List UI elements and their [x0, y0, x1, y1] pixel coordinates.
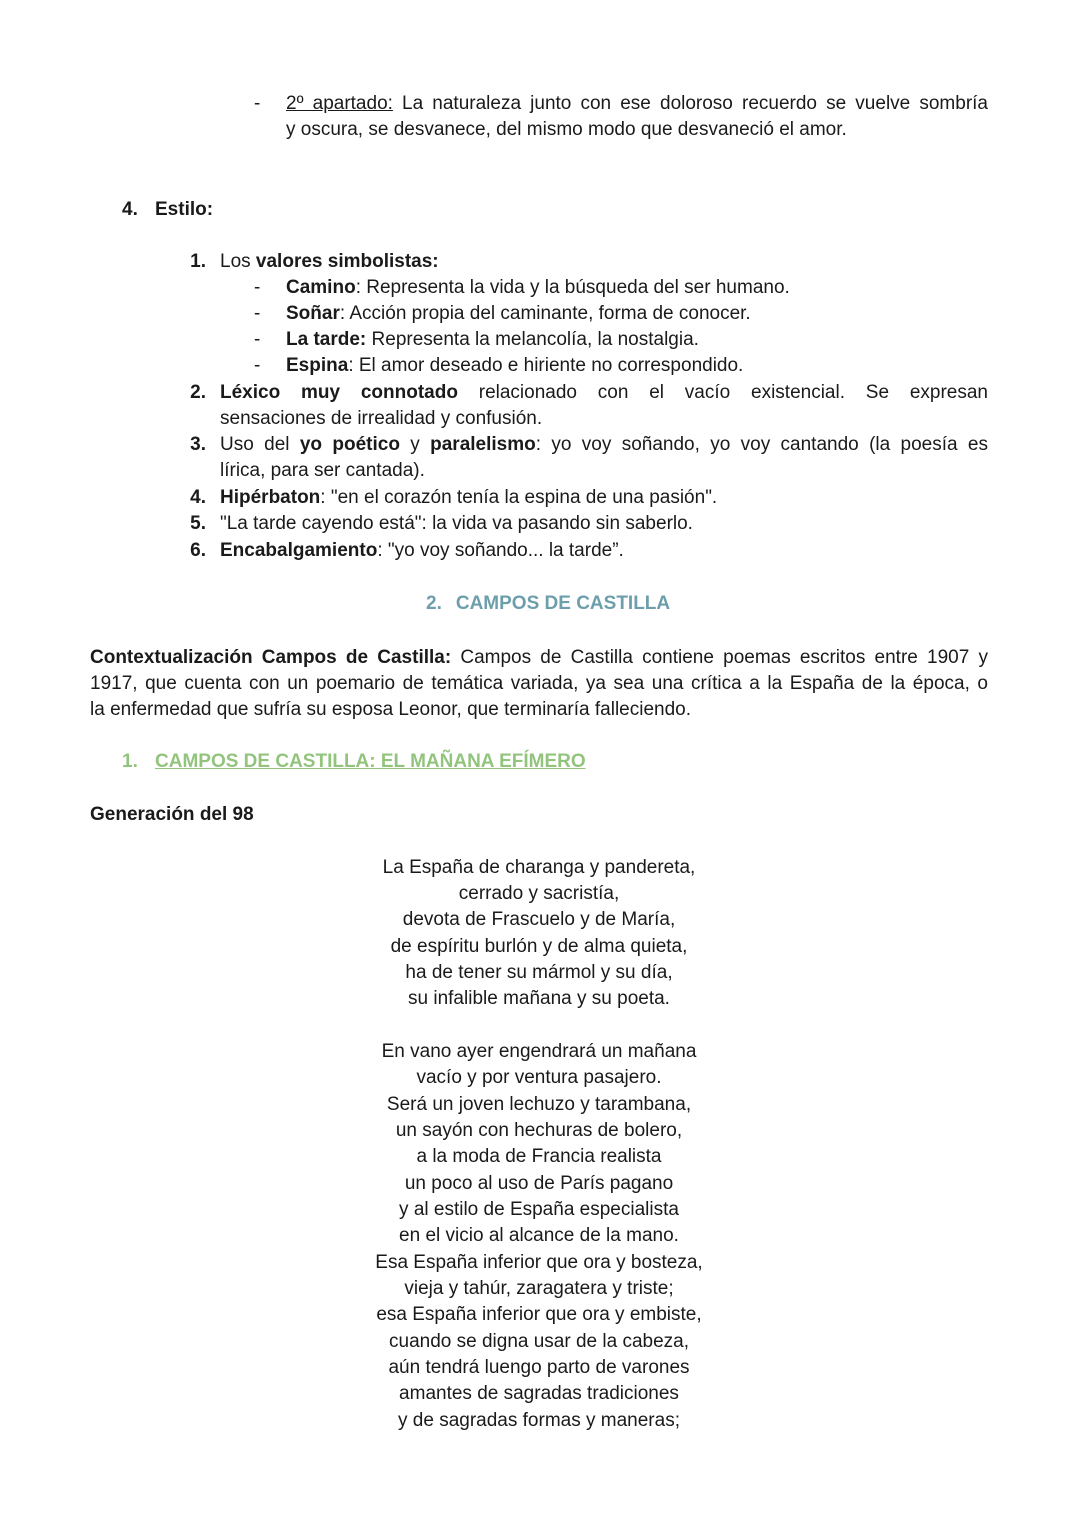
item-bold: Hipérbaton [220, 487, 321, 508]
item-text: Uso del [220, 434, 300, 455]
estilo-item-number: 5. [190, 513, 206, 534]
estilo-item-6 [220, 538, 624, 564]
section-number: 2. [426, 593, 442, 614]
context-line-2: 1917, que cuenta con un poemario de temática variada, ya sea una crítica a la España de la época, o [90, 673, 988, 694]
bullet-dash: - [254, 303, 261, 324]
estilo-item-4 [220, 485, 717, 511]
poem-line: a la moda de Francia realista [416, 1146, 662, 1167]
bullet-dash: - [254, 277, 261, 298]
estilo-item-3-line-1 [220, 432, 988, 458]
poem-line: amantes de sagradas tradiciones [399, 1383, 679, 1404]
estilo-item-5: "La tarde cayendo está": la vida va pasando sin saberlo. [220, 513, 693, 534]
item-bold: valores simbolistas: [255, 251, 439, 272]
estilo-item-number: 4. [190, 487, 206, 508]
poem-line: ha de tener su mármol y su día, [405, 962, 673, 983]
symbol-la-tarde [286, 327, 699, 353]
poem-line: en el vicio al alcance de la mano. [399, 1225, 679, 1246]
estilo-item-number: 6. [190, 540, 206, 561]
poem-line: devota de Frascuelo y de María, [402, 909, 676, 930]
item-text: relacionado con el vacío existencial. Se expresan [457, 382, 988, 403]
apartado-line-2: y oscura, se desvanece, del mismo modo que desvaneció el amor. [286, 119, 847, 140]
symbol-term: La tarde: [286, 329, 367, 350]
poem-line: En vano ayer engendrará un mañana [381, 1041, 697, 1062]
symbol-term: Espina [286, 355, 349, 376]
symbol-term: Camino [286, 277, 356, 298]
poem-line: aún tendrá luengo parto de varones [388, 1357, 690, 1378]
subsection-number: 1. [122, 751, 138, 772]
context-label: Contextualización Campos de Castilla: [90, 647, 452, 668]
poem-line: vacío y por ventura pasajero. [416, 1067, 662, 1088]
item-text: : "en el corazón tenía la espina de una pasión". [320, 487, 718, 508]
estilo-item-number: 3. [190, 434, 206, 455]
apartado-text: La naturaleza junto con ese doloroso recuerdo se vuelve sombría [392, 93, 988, 114]
section-title: CAMPOS DE CASTILLA [455, 593, 671, 614]
poem-line: un sayón con hechuras de bolero, [395, 1120, 683, 1141]
symbol-sonar [286, 301, 751, 327]
item-bold: Léxico muy connotado [220, 382, 458, 403]
bullet-dash: - [254, 329, 261, 350]
item-text: y [399, 434, 431, 455]
estilo-item-2-line-2: sensaciones de irrealidad y confusión. [220, 408, 543, 429]
bullet-dash: - [254, 93, 261, 114]
symbol-desc: : El amor deseado e hiriente no correspondido. [348, 355, 744, 376]
estilo-number: 4. [122, 199, 138, 220]
item-bold: Encabalgamiento [220, 540, 378, 561]
poem-line: Será un joven lechuzo y tarambana, [386, 1094, 692, 1115]
subsection-heading: CAMPOS DE CASTILLA: EL MAÑANA EFÍMERO [155, 751, 586, 772]
apartado-label: 2º apartado: [286, 93, 393, 114]
context-text: Campos de Castilla contiene poemas escritos entre 1907 y [451, 647, 988, 668]
symbol-desc: Representa la melancolía, la nostalgia. [366, 329, 699, 350]
estilo-heading: Estilo: [155, 199, 214, 220]
poem-line: y al estilo de España especialista [399, 1199, 679, 1220]
context-line-1 [90, 645, 988, 671]
poem-line: un poco al uso de París pagano [404, 1173, 674, 1194]
estilo-item-3-line-2: lírica, para ser cantada). [220, 460, 425, 481]
estilo-item-number: 1. [190, 251, 206, 272]
item-text: : "yo voy soñando... la tarde”. [377, 540, 624, 561]
symbol-camino [286, 275, 790, 301]
estilo-item-1 [220, 249, 439, 275]
item-bold: paralelismo [430, 434, 536, 455]
poem-line: cuando se digna usar de la cabeza, [389, 1331, 689, 1352]
generation-heading: Generación del 98 [90, 804, 254, 825]
poem-line: Esa España inferior que ora y bosteza, [375, 1252, 703, 1273]
section-heading [426, 591, 670, 617]
poem-line: vieja y tahúr, zaragatera y triste; [404, 1278, 674, 1299]
poem-line: de espíritu burlón y de alma quieta, [390, 936, 688, 957]
poem-line: su infalible mañana y su poeta. [408, 988, 670, 1009]
symbol-desc: : Acción propia del caminante, forma de conocer. [339, 303, 751, 324]
estilo-item-number: 2. [190, 382, 206, 403]
poem-line: La España de charanga y pandereta, [382, 857, 696, 878]
poem-line: y de sagradas formas y maneras; [398, 1410, 680, 1431]
item-bold: yo poético [299, 434, 400, 455]
symbol-espina [286, 353, 743, 379]
symbol-term: Soñar [286, 303, 340, 324]
item-text: : yo voy soñando, yo voy cantando (la poesía es [535, 434, 988, 455]
context-line-3: la enfermedad que sufría su esposa Leonor, que terminaría falleciendo. [90, 699, 691, 720]
apartado-line-1 [286, 91, 988, 117]
estilo-item-2-line-1 [220, 380, 988, 406]
bullet-dash: - [254, 355, 261, 376]
poem-line: cerrado y sacristía, [458, 883, 620, 904]
item-text: Los [220, 251, 256, 272]
poem-line: esa España inferior que ora y embiste, [376, 1304, 702, 1325]
symbol-desc: : Representa la vida y la búsqueda del ser humano. [355, 277, 790, 298]
